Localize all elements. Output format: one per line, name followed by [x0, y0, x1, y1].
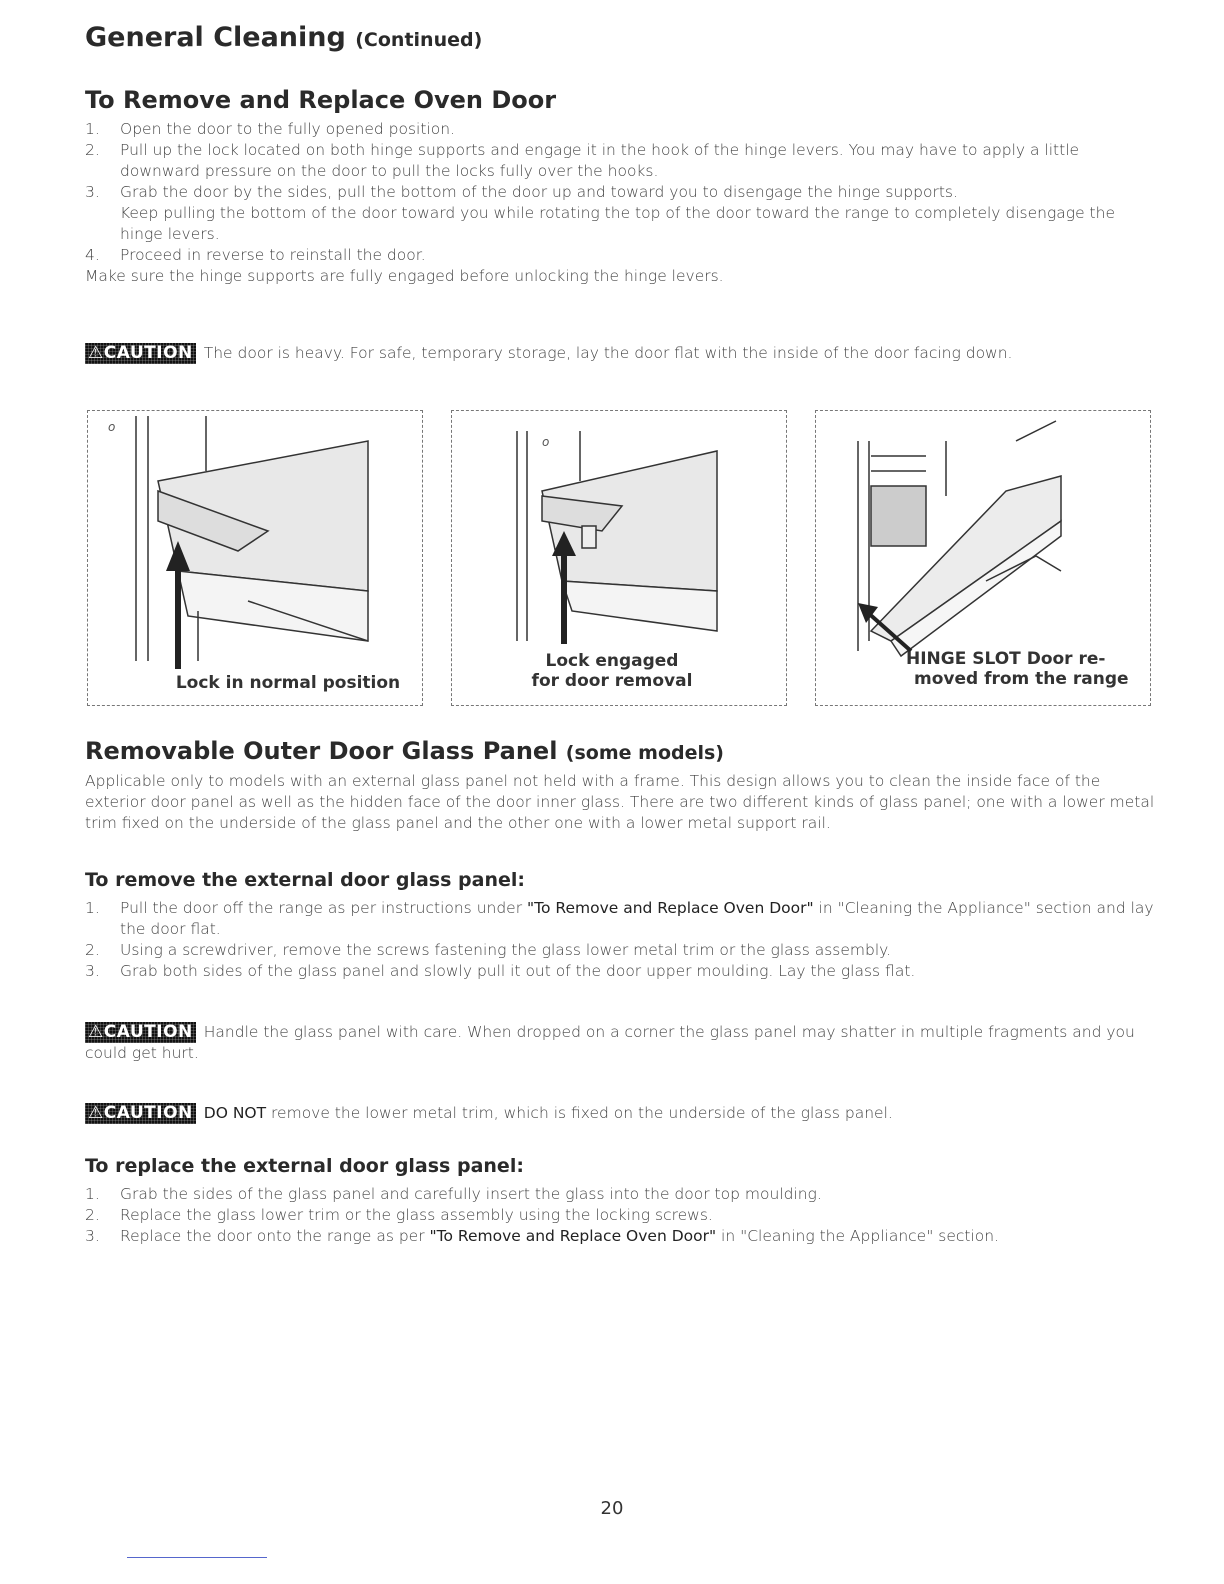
caution-badge: ⚠CAUTION: [85, 1022, 196, 1043]
figure-caption: [492, 651, 732, 691]
caution-text: The door is heavy. For safe, temporary storage, lay the door flat with the inside of the door facing down.: [203, 344, 1013, 362]
step-number: 3.: [85, 962, 100, 980]
title-text: General Cleaning: [85, 22, 346, 53]
list-item: [85, 1184, 1155, 1205]
caption-line-2: for door removal: [531, 671, 693, 691]
step-number: 1.: [85, 120, 100, 138]
caution-label: CAUTION: [103, 343, 193, 363]
caption-line-1: HINGE SLOT Door re-: [906, 649, 1106, 669]
list-item: [85, 245, 1155, 266]
list-item: [85, 182, 1155, 245]
list-item: [85, 119, 1155, 140]
remove-glass-steps: [85, 898, 1155, 982]
list-item: [85, 961, 1155, 982]
step-number: 2.: [85, 1206, 100, 1224]
list-item: [85, 940, 1155, 961]
title-suffix: (Continued): [355, 29, 483, 51]
page-title: [85, 22, 482, 53]
caution-glass-2: [85, 1103, 1155, 1124]
caution-badge: ⚠CAUTION: [85, 343, 196, 364]
door-note: Make sure the hinge supports are fully engaged before unlocking the hinge levers.: [85, 267, 724, 285]
list-item: [85, 140, 1155, 182]
step-text: Replace the glass lower trim or the glass assembly using the locking screws.: [120, 1206, 713, 1224]
step-text: Pull up the lock located on both hinge supports and engage it in the hook of the hinge levers. You may have to apply a little downward pressure on the door to pull the locks fully over the hooks.: [120, 141, 1080, 180]
caution-door: [85, 343, 1155, 364]
svg-text:o: o: [542, 435, 550, 449]
caution-label: CAUTION: [103, 1022, 193, 1042]
step-text: Pull the door off the range as per instructions under: [120, 899, 528, 917]
door-steps: [85, 119, 1155, 287]
step-text: Proceed in reverse to reinstall the door.: [120, 246, 426, 264]
glass-title-text: Removable Outer Door Glass Panel: [85, 737, 558, 765]
caution-label: CAUTION: [103, 1103, 193, 1123]
caption-line-1: Lock engaged: [545, 651, 679, 671]
step-number: 2.: [85, 141, 100, 159]
page-number: 20: [600, 1498, 624, 1519]
step-text: Replace the door onto the range as per: [120, 1227, 430, 1245]
step-link-ref: "To Remove and Replace Oven Door": [527, 899, 814, 917]
step-link-ref: "To Remove and Replace Oven Door": [429, 1227, 717, 1245]
figure-hinge-slot: [815, 410, 1151, 706]
step-number: 3.: [85, 183, 100, 201]
section-title-door: To Remove and Replace Oven Door: [85, 86, 557, 114]
step-text: Grab the door by the sides, pull the bottom of the door up and toward you to disengage the hinge supports.: [120, 183, 958, 201]
step-text: Using a screwdriver, remove the screws fastening the glass lower metal trim or the glass assembly.: [120, 941, 892, 959]
caption-line-2: moved from the range: [914, 669, 1129, 689]
svg-text:o: o: [108, 420, 116, 434]
remove-glass-title: To remove the external door glass panel:: [85, 869, 525, 891]
caution-bold: DO NOT: [203, 1104, 267, 1122]
step-text-post: in "Cleaning the Appliance" section and lay the door flat.: [120, 899, 1154, 938]
figure-lock-engaged: [451, 410, 787, 706]
list-item: [85, 1226, 1155, 1247]
footer-rule: [127, 1557, 267, 1558]
figure-lock-normal: [87, 410, 423, 706]
caution-glass-1: [85, 1022, 1155, 1064]
replace-glass-title: To replace the external door glass panel:: [85, 1155, 524, 1177]
glass-intro: Applicable only to models with an external glass panel not held with a frame. This design allows you to clean the inside face of the exterior door panel as well as the hidden face of the door inner glass. There are two different kinds of glass panel; one with a lower metal trim fixed on the underside of the glass panel and the other one with a lower metal support rail.: [85, 772, 1155, 832]
lock-normal-illustration: [88, 411, 422, 705]
step-text-extra: Keep pulling the bottom of the door toward you while rotating the top of the door toward the range to completely disengage the hinge levers.: [120, 204, 1115, 243]
list-item: [85, 1205, 1155, 1226]
step-number: 4.: [85, 246, 100, 264]
caution-text: Handle the glass panel with care. When dropped on a corner the glass panel may shatter in multiple fragments and you could get hurt.: [85, 1023, 1135, 1062]
caution-text: remove the lower metal trim, which is fixed on the underside of the glass panel.: [266, 1104, 893, 1122]
step-text: Grab both sides of the glass panel and slowly pull it out of the door upper moulding. Lay the glass flat.: [120, 962, 916, 980]
step-text: Open the door to the fully opened position.: [120, 120, 455, 138]
list-item: [85, 898, 1155, 940]
figure-caption: Lock in normal position: [175, 673, 401, 693]
step-number: 3.: [85, 1227, 100, 1245]
step-number: 1.: [85, 899, 100, 917]
caution-badge: ⚠CAUTION: [85, 1103, 196, 1124]
step-number: 1.: [85, 1185, 100, 1203]
step-text: Grab the sides of the glass panel and carefully insert the glass into the door top moulding.: [120, 1185, 822, 1203]
step-number: 2.: [85, 941, 100, 959]
step-text-post: in "Cleaning the Appliance" section.: [716, 1227, 1000, 1245]
section-title-glass: [85, 737, 724, 765]
figure-caption: [901, 649, 1146, 689]
glass-title-suffix: (some models): [565, 742, 724, 764]
replace-glass-steps: [85, 1184, 1155, 1247]
